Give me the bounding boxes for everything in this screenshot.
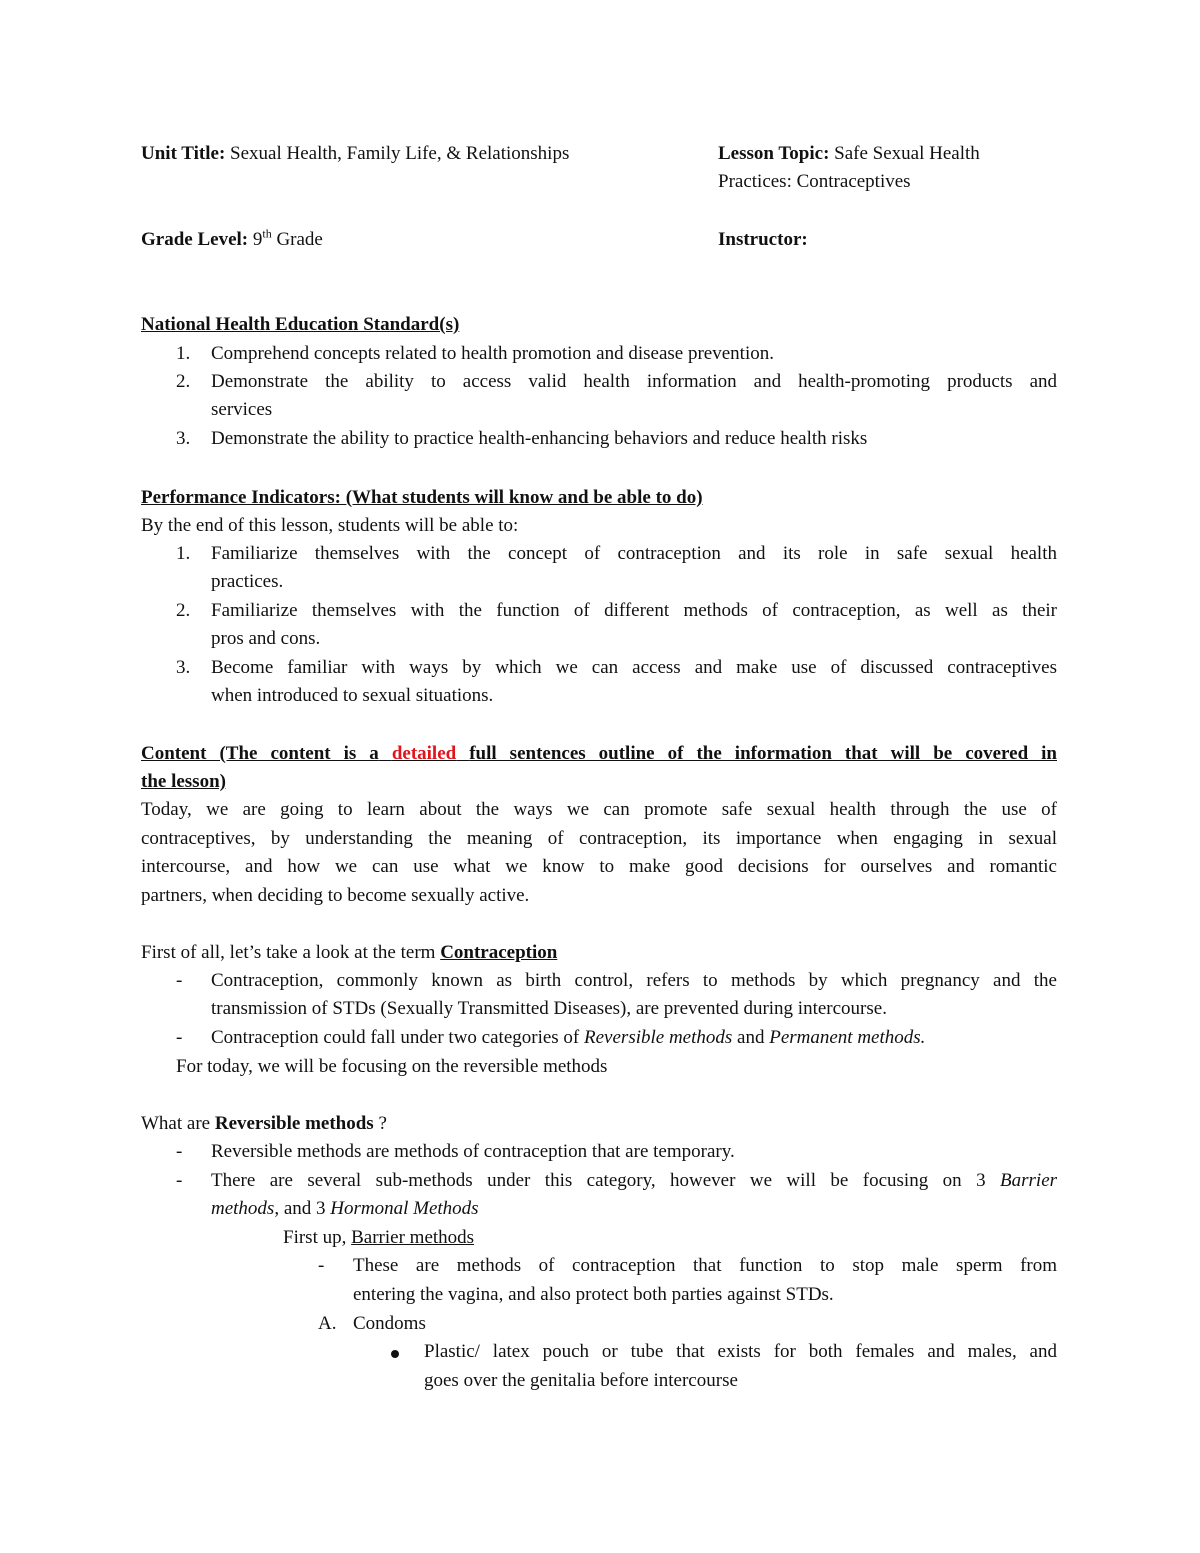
barrier-word: Barrier	[1000, 1170, 1058, 1191]
condoms-heading: Condoms	[353, 1313, 426, 1334]
indicator-item-3-line2: when introduced to sexual situations.	[211, 685, 494, 706]
reversible-question-mark: ?	[378, 1113, 387, 1134]
instructor-label: Instructor:	[718, 229, 808, 250]
instructor	[718, 226, 808, 254]
reversible-question	[141, 1110, 387, 1138]
reversible-question-pre: What are	[141, 1113, 211, 1134]
reversible-methods-term: Reversible methods	[584, 1027, 733, 1048]
barrier-intro-text: First up,	[283, 1227, 347, 1248]
list-number: 1.	[176, 343, 191, 364]
indicator-item-2-line1: Familiarize themselves with the function of different methods of contraception, as well as their	[211, 600, 1057, 621]
grade-level-label: Grade Level:	[141, 229, 249, 250]
list-number: 3.	[176, 428, 191, 449]
barrier-def-line1: These are methods of contraception that function to stop male sperm from	[353, 1255, 1057, 1276]
today-focus: For today, we will be focusing on the reversible methods	[176, 1056, 608, 1077]
unit-title-value: Sexual Health, Family Life, & Relationships	[230, 143, 570, 164]
content-heading-detailed: detailed	[391, 743, 457, 764]
indicator-item-3-line1: Become familiar with ways by which we can access and make use of discussed contraceptives	[211, 657, 1057, 678]
and-3-text: , and 3	[274, 1198, 326, 1219]
condoms-desc-line1: Plastic/ latex pouch or tube that exists for both females and males, and	[424, 1341, 1057, 1362]
grade-number: 9	[252, 229, 263, 250]
content-para-line4: partners, when deciding to become sexually active.	[141, 885, 530, 906]
unit-title-label: Unit Title:	[141, 143, 226, 164]
dash-bullet: -	[176, 1027, 183, 1048]
indicators-heading	[141, 484, 703, 512]
methods-word: methods	[211, 1198, 275, 1219]
contraception-def-line2: transmission of STDs (Sexually Transmitted Diseases), are prevented during intercourse.	[211, 998, 887, 1019]
lesson-topic	[718, 140, 980, 168]
contraception-intro-text: First of all, let’s take a look at the term	[141, 942, 436, 963]
sub-methods-line1	[211, 1167, 1057, 1195]
standard-item-2-line1: Demonstrate the ability to access valid health information and health-promoting products and	[211, 371, 1057, 392]
standard-item-2-line2: services	[211, 399, 273, 420]
content-heading-part1: Content (The content is a	[141, 743, 379, 764]
sub-methods-line2	[211, 1195, 479, 1223]
reversible-question-term: Reversible methods	[214, 1113, 374, 1134]
lesson-topic-line2: Practices: Contraceptives	[718, 171, 911, 192]
list-number: 3.	[176, 657, 191, 678]
indicator-item-2-line2: pros and cons.	[211, 628, 321, 649]
standard-item-1: Comprehend concepts related to health promotion and disease prevention.	[211, 343, 774, 364]
lesson-topic-label: Lesson Topic:	[718, 143, 830, 164]
list-number: 1.	[176, 543, 191, 564]
grade-word: Grade	[276, 229, 323, 250]
standards-heading	[141, 311, 459, 339]
standards-heading-text: National Health Education Standard(s)	[141, 314, 460, 335]
unit-title	[141, 140, 569, 168]
dash-bullet: -	[318, 1255, 325, 1276]
list-number: 2.	[176, 371, 191, 392]
barrier-def-line2: entering the vagina, and also protect both parties against STDs.	[353, 1284, 834, 1305]
reversible-def: Reversible methods are methods of contraception that are temporary.	[211, 1141, 735, 1162]
indicator-item-1-line1: Familiarize themselves with the concept of contraception and its role in safe sexual health	[211, 543, 1057, 564]
dash-bullet: -	[176, 1170, 183, 1191]
permanent-methods-term: Permanent methods.	[769, 1027, 926, 1048]
contraception-def-line1: Contraception, commonly known as birth control, refers to methods by which pregnancy and the	[211, 970, 1057, 991]
content-para-line2: contraceptives, by understanding the meaning of contraception, its importance when engaging in sexual	[141, 828, 1057, 849]
grade-suffix: th	[262, 226, 272, 241]
barrier-methods-term: Barrier methods	[351, 1227, 475, 1248]
dash-bullet: -	[176, 970, 183, 991]
contraception-term: Contraception	[440, 942, 558, 963]
indicators-intro: By the end of this lesson, students will be able to:	[141, 515, 519, 536]
barrier-intro	[283, 1224, 474, 1252]
categories-text: Contraception could fall under two categories of	[211, 1027, 580, 1048]
content-para-line3: intercourse, and how we can use what we know to make good decisions for ourselves and romantic	[141, 856, 1057, 877]
categories-and: and	[737, 1027, 765, 1048]
sub-methods-text: There are several sub-methods under this category, however we will be focusing on 3	[211, 1170, 986, 1191]
list-letter: A.	[318, 1313, 337, 1334]
hormonal-methods-term: Hormonal Methods	[330, 1198, 479, 1219]
grade-level	[141, 226, 323, 254]
indicators-heading-text: Performance Indicators: (What students will know and be able to do)	[141, 487, 703, 508]
condoms-desc-line2: goes over the genitalia before intercourse	[424, 1370, 738, 1391]
content-heading	[141, 740, 1057, 768]
indicator-item-1-line2: practices.	[211, 571, 284, 592]
content-para-line1: Today, we are going to learn about the ways we can promote safe sexual health through the use of	[141, 799, 1057, 820]
content-heading-line2: the lesson)	[141, 771, 226, 792]
contraception-intro	[141, 939, 557, 967]
dash-bullet: -	[176, 1141, 183, 1162]
lesson-topic-value: Safe Sexual Health	[834, 143, 980, 164]
list-number: 2.	[176, 600, 191, 621]
bullet-dot	[391, 1350, 399, 1358]
content-heading-part2: full sentences outline of the information that will be covered in	[469, 743, 1058, 764]
standard-item-3: Demonstrate the ability to practice health-enhancing behaviors and reduce health risks	[211, 428, 868, 449]
contraception-categories	[211, 1024, 925, 1052]
